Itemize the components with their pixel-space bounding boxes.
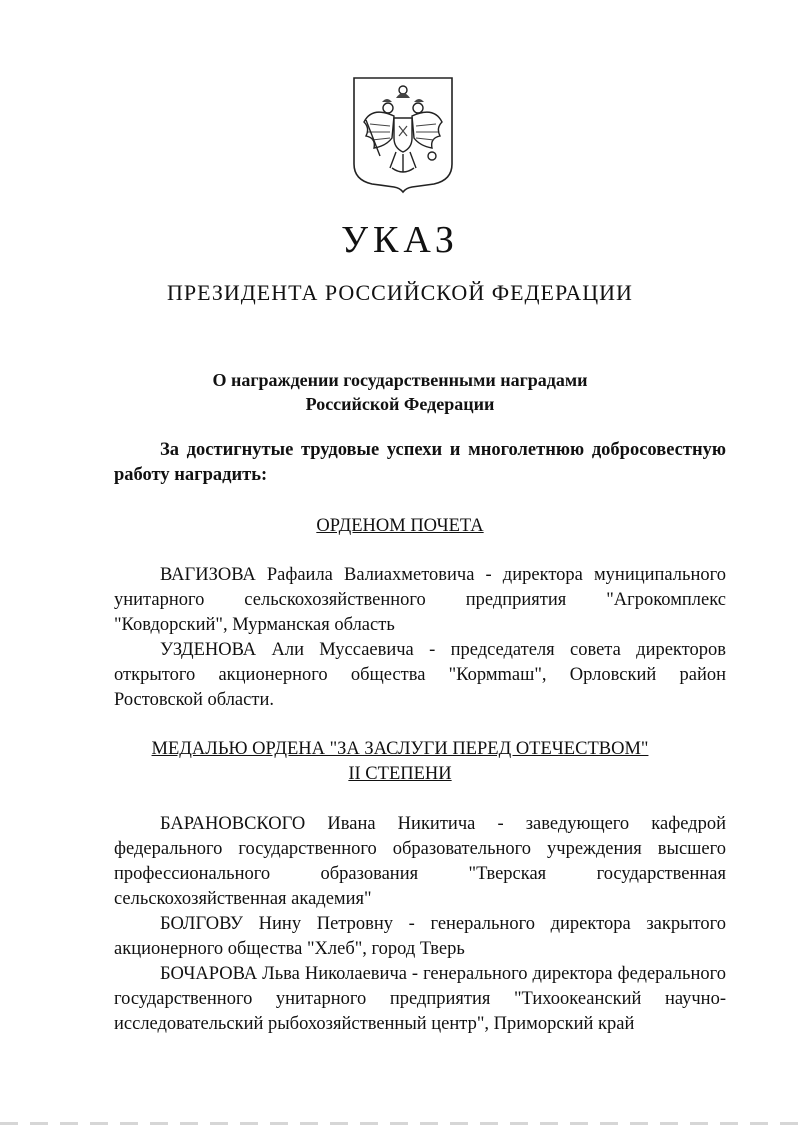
recipient-entry: БОЛГОВУ Нину Петровну - генерального директора закрытого акционерного общества "Хлеб", город Тверь [114,914,726,959]
recipient-entry: УЗДЕНОВА Али Муссаевича - председателя совета директоров открытого акционерного общества "Кормmаш", Орловский район Ростовской области. [114,640,726,710]
recipient-entry: ВАГИЗОВА Рафаила Валиахметовича - директора муниципального унитарного сельскохозяйственного предприятия "Агрокомплекс "Ковдорский", Мурманская область [114,565,726,635]
decree-heading-line: Российской Федерации [305,394,495,414]
decree-heading [0,368,800,416]
award-title-line: МЕДАЛЬЮ ОРДЕНА "ЗА ЗАСЛУГИ ПЕРЕД ОТЕЧЕСТВОМ" [151,739,649,759]
recipient-list [114,563,726,713]
intro-text: За достигнутые трудовые успехи и многолетнюю добросовестную работу наградить: [114,440,726,485]
intro-paragraph [114,438,726,488]
page-cut-edge [0,1122,800,1125]
award-title-line: ОРДЕНОМ ПОЧЕТА [316,516,484,536]
document-title: УКАЗ [341,219,459,261]
recipient-entry: БАРАНОВСКОГО Ивана Никитича - заведующего кафедрой федерального государственного образовательного учреждения высшего профессионального образования "Тверская государственная сельскохозяйственная академия" [114,814,726,909]
recipient-list [114,812,726,1037]
award-title [0,514,800,539]
decree-heading-line: О награждении государственными наградами [212,370,588,390]
award-title-line: II СТЕПЕНИ [348,764,452,784]
russian-coat-of-arms-icon [352,76,454,194]
document-subtitle: ПРЕЗИДЕНТА РОССИЙСКОЙ ФЕДЕРАЦИИ [167,280,633,305]
recipient-entry: БОЧАРОВА Льва Николаевича - генерального директора федерального государственного унитарного предприятия "Тихоокеанский научно-исследовательский рыбохозяйственный центр", Приморский край [114,964,726,1034]
award-title [0,737,800,787]
